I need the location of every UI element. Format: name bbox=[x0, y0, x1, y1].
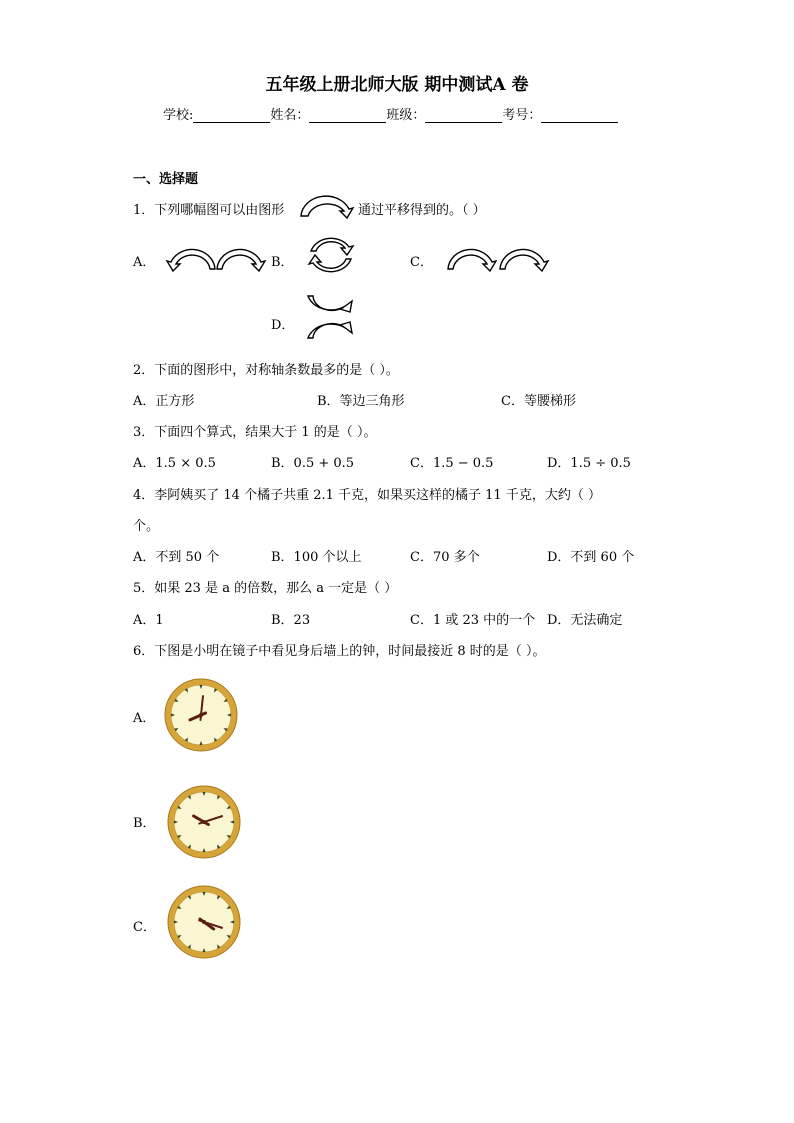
q1-option-a-label[interactable]: A． bbox=[133, 255, 156, 270]
q1-stem-after: 通过平移得到的。（ ） bbox=[358, 203, 486, 218]
school-label: 学校: bbox=[163, 108, 194, 123]
q5-option-a[interactable]: A．1 bbox=[133, 613, 164, 628]
q3-option-d[interactable]: D．1.5 ÷ 0.5 bbox=[547, 456, 631, 471]
exam-no-blank[interactable] bbox=[541, 109, 618, 123]
q2-option-c[interactable]: C．等腰梯形 bbox=[501, 394, 576, 409]
name-blank[interactable] bbox=[309, 109, 386, 123]
q1-stem-before: 1．下列哪幅图可以由图形 bbox=[133, 203, 285, 218]
section-heading-choice: 一、选择题 bbox=[133, 172, 199, 187]
q1-option-c-arrows-icon[interactable] bbox=[446, 243, 551, 273]
q1-reference-arrow-icon bbox=[297, 190, 357, 220]
q2-stem: 2．下面的图形中，对称轴条数最多的是（ ）。 bbox=[133, 363, 399, 378]
q5-option-c[interactable]: C．1 或 23 中的一个 bbox=[410, 613, 536, 628]
q2-option-a[interactable]: A．正方形 bbox=[133, 394, 195, 409]
q1-option-d-crossed-arrows-icon[interactable] bbox=[304, 292, 358, 342]
q3-option-c[interactable]: C．1.5 − 0.5 bbox=[410, 456, 494, 471]
school-blank[interactable] bbox=[193, 109, 270, 123]
page-title: 五年级上册北师大版 期中测试A 卷 bbox=[265, 75, 529, 95]
name-label: 姓名： bbox=[270, 108, 310, 123]
exam-no-label: 考号： bbox=[502, 108, 542, 123]
q2-option-b[interactable]: B．等边三角形 bbox=[317, 394, 405, 409]
q6-option-a-label[interactable]: A． bbox=[133, 711, 156, 726]
q6-option-b-label[interactable]: B． bbox=[133, 816, 156, 831]
q6-option-a-clock-icon[interactable] bbox=[163, 677, 239, 753]
class-blank[interactable] bbox=[425, 109, 502, 123]
q4-option-c[interactable]: C．70 多个 bbox=[410, 550, 480, 565]
q5-option-d[interactable]: D．无法确定 bbox=[547, 613, 623, 628]
class-label: 班级： bbox=[386, 108, 426, 123]
q3-option-b[interactable]: B．0.5 + 0.5 bbox=[271, 456, 355, 471]
q1-option-b-circular-arrows-icon[interactable] bbox=[305, 231, 357, 279]
q5-stem: 5．如果 23 是 a 的倍数，那么 a 一定是（ ） bbox=[133, 581, 398, 596]
q3-stem: 3．下面四个算式，结果大于 1 的是（ ）。 bbox=[133, 425, 377, 440]
q6-stem: 6．下图是小明在镜子中看见身后墙上的钟，时间最接近 8 时的是（ ）。 bbox=[133, 644, 546, 659]
q4-stem-line2: 个。 bbox=[133, 519, 160, 534]
q4-option-a[interactable]: A．不到 50 个 bbox=[133, 550, 220, 565]
q4-stem-line1: 4．李阿姨买了 14 个橘子共重 2.1 千克，如果买这样的橘子 11 千克，大约（ ） bbox=[133, 488, 601, 503]
q1-option-d-label[interactable]: D． bbox=[271, 318, 295, 333]
q6-option-c-clock-icon[interactable] bbox=[166, 884, 242, 960]
student-info-line bbox=[163, 104, 618, 123]
q4-option-d[interactable]: D．不到 60 个 bbox=[547, 550, 635, 565]
q5-option-b[interactable]: B．23 bbox=[271, 613, 311, 628]
q1-option-c-label[interactable]: C． bbox=[410, 255, 433, 270]
q3-option-a[interactable]: A．1.5 × 0.5 bbox=[133, 456, 216, 471]
q1-option-b-label[interactable]: B． bbox=[271, 255, 294, 270]
q1-option-a-arrows-icon[interactable] bbox=[165, 243, 270, 273]
q4-option-b[interactable]: B．100 个以上 bbox=[271, 550, 362, 565]
q6-option-b-clock-icon[interactable] bbox=[166, 784, 242, 860]
q6-option-c-label[interactable]: C． bbox=[133, 920, 156, 935]
